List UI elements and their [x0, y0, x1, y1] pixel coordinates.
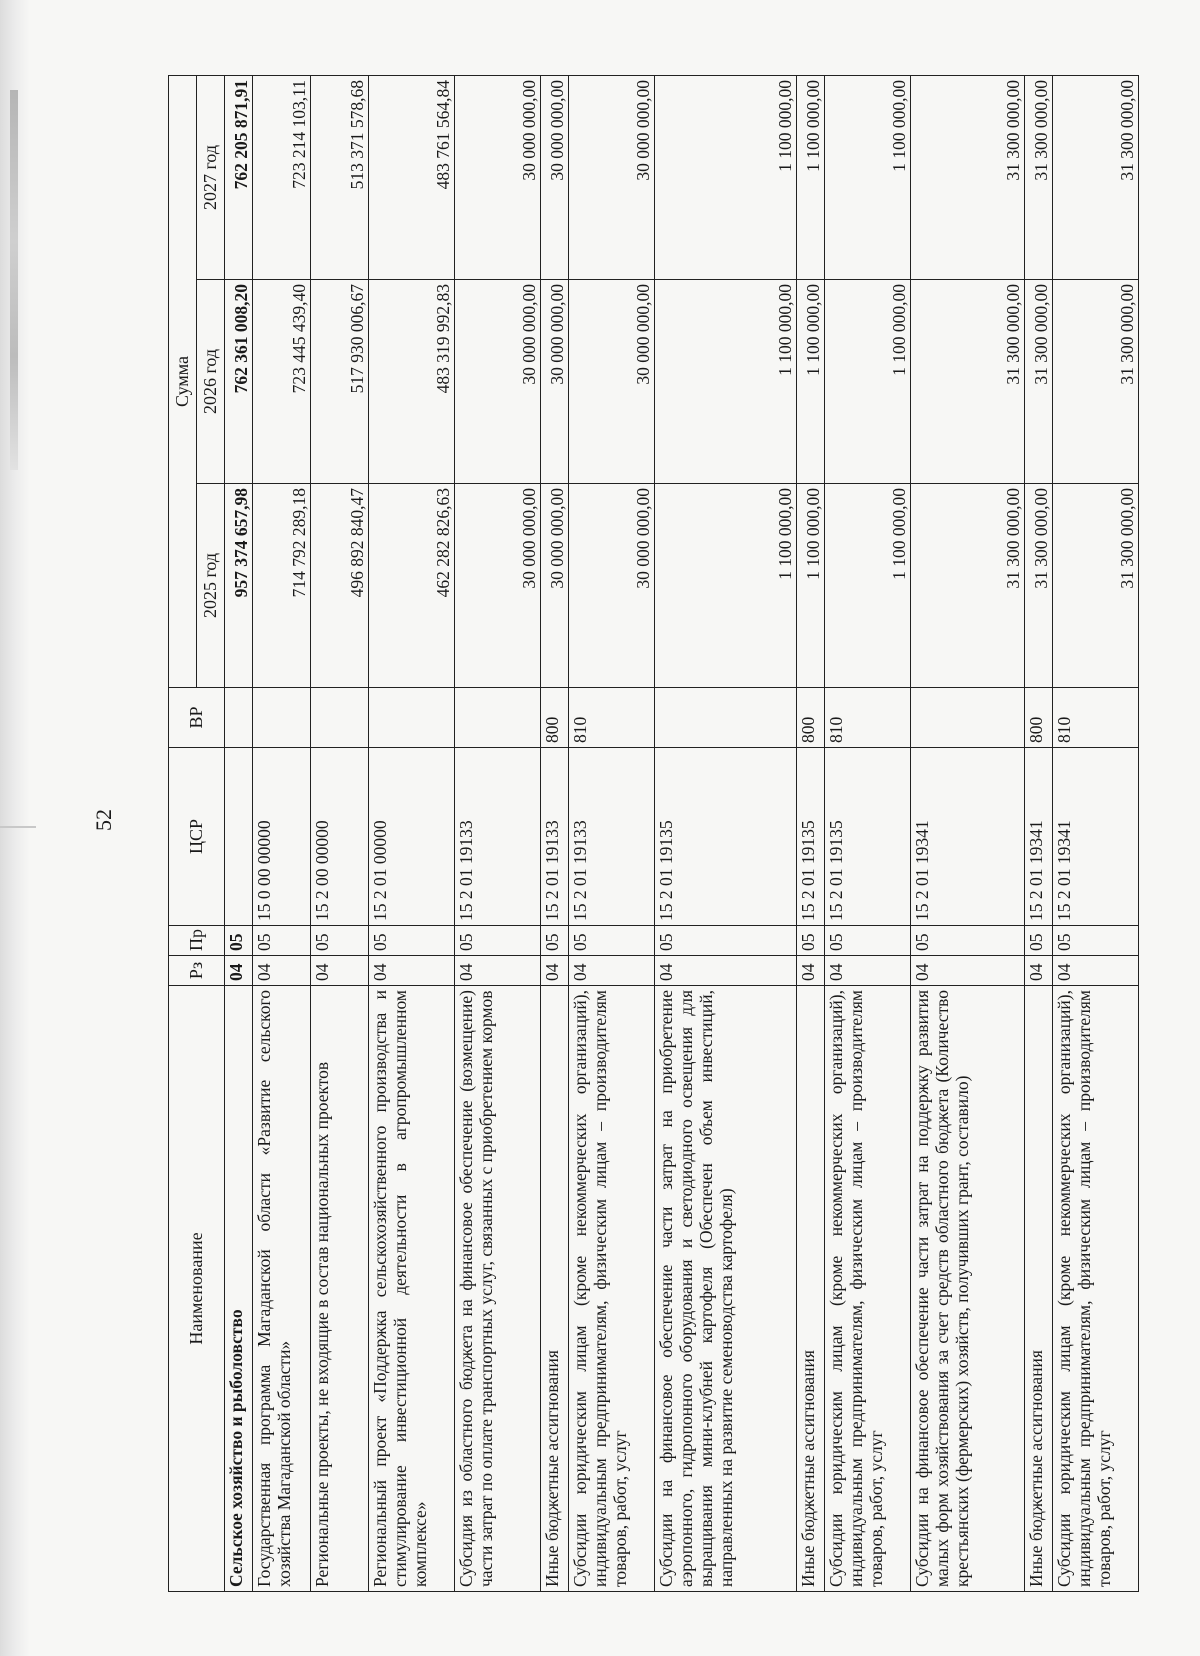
table-row [569, 75, 655, 1591]
row-vr-cell [911, 688, 1025, 748]
row-value-2027: 1 100 000,00 [825, 75, 911, 279]
header-year-2026: 2026 год [197, 280, 225, 484]
row-value-2027: 513 371 578,68 [311, 75, 369, 279]
row-vr-cell [225, 688, 253, 748]
row-csr-cell: 15 2 01 19133 [455, 748, 541, 926]
table-row [1025, 75, 1053, 1591]
row-value-2026: 517 930 006,67 [311, 280, 369, 484]
row-value-2025: 957 374 657,98 [225, 484, 253, 688]
row-csr-cell: 15 2 01 19133 [541, 748, 569, 926]
header-sum: Сумма [169, 75, 197, 687]
row-value-2026: 31 300 000,00 [1053, 280, 1139, 484]
row-value-2026: 31 300 000,00 [911, 280, 1025, 484]
row-value-2026: 30 000 000,00 [569, 280, 655, 484]
row-value-2027: 31 300 000,00 [911, 75, 1025, 279]
row-vr-cell [455, 688, 541, 748]
row-name-cell: Субсидии юридическим лицам (кроме некоммерческих организаций), индивидуальным предпринимателям, физическим лицам – производителям товаров, работ, услуг [569, 986, 655, 1592]
row-value-2026: 762 361 008,20 [225, 280, 253, 484]
row-csr-cell: 15 2 00 00000 [311, 748, 369, 926]
row-value-2025: 31 300 000,00 [911, 484, 1025, 688]
row-name-cell: Иные бюджетные ассигнования [541, 986, 569, 1592]
row-csr-cell: 15 2 01 19341 [911, 748, 1025, 926]
row-csr-cell: 15 2 01 19135 [825, 748, 911, 926]
table-row [797, 75, 825, 1591]
row-name-cell: Государственная программа Магаданской области «Развитие сельского хозяйства Магаданской области» [253, 986, 311, 1592]
row-pr-cell: 05 [825, 926, 911, 956]
row-value-2027: 483 761 564,84 [369, 75, 455, 279]
row-rz-cell: 04 [655, 956, 797, 986]
table-row [1053, 75, 1139, 1591]
row-value-2026: 1 100 000,00 [797, 280, 825, 484]
row-value-2026: 31 300 000,00 [1025, 280, 1053, 484]
table-row [311, 75, 369, 1591]
row-value-2027: 762 205 871,91 [225, 75, 253, 279]
scan-artifact-line [0, 826, 36, 828]
rotated-table-container [168, 76, 1137, 1592]
header-rz: Рз [169, 956, 225, 986]
row-vr-cell: 800 [541, 688, 569, 748]
row-csr-cell [225, 748, 253, 926]
row-pr-cell: 05 [1025, 926, 1053, 956]
scan-artifact [10, 90, 18, 470]
row-name-cell: Сельское хозяйство и рыболовство [225, 986, 253, 1592]
table-row [825, 75, 911, 1591]
row-pr-cell: 05 [911, 926, 1025, 956]
table-row [655, 75, 797, 1591]
row-vr-cell: 800 [797, 688, 825, 748]
table-row [455, 75, 541, 1591]
row-csr-cell: 15 0 00 00000 [253, 748, 311, 926]
row-pr-cell: 05 [797, 926, 825, 956]
row-pr-cell: 05 [253, 926, 311, 956]
table-row [253, 75, 311, 1591]
row-rz-cell: 04 [541, 956, 569, 986]
row-csr-cell: 15 2 01 19133 [569, 748, 655, 926]
row-rz-cell: 04 [311, 956, 369, 986]
row-name-cell: Иные бюджетные ассигнования [1025, 986, 1053, 1592]
row-vr-cell: 810 [569, 688, 655, 748]
row-value-2025: 714 792 289,18 [253, 484, 311, 688]
row-vr-cell: 800 [1025, 688, 1053, 748]
row-pr-cell: 05 [225, 926, 253, 956]
row-value-2027: 30 000 000,00 [541, 75, 569, 279]
row-value-2025: 30 000 000,00 [541, 484, 569, 688]
row-csr-cell: 15 2 01 00000 [369, 748, 455, 926]
row-value-2027: 31 300 000,00 [1053, 75, 1139, 279]
row-name-cell: Региональный проект «Поддержка сельскохозяйственного производства и стимулирование инвестиционной деятельности в агропромышленном комплексе» [369, 986, 455, 1592]
row-csr-cell: 15 2 01 19135 [797, 748, 825, 926]
row-pr-cell: 05 [311, 926, 369, 956]
row-name-cell: Субсидии юридическим лицам (кроме некоммерческих организаций), индивидуальным предпринимателям, физическим лицам – производителям товаров, работ, услуг [825, 986, 911, 1592]
row-value-2025: 1 100 000,00 [655, 484, 797, 688]
table-row [541, 75, 569, 1591]
row-rz-cell: 04 [225, 956, 253, 986]
row-rz-cell: 04 [569, 956, 655, 986]
header-pr: Пр [169, 926, 225, 956]
row-value-2026: 1 100 000,00 [655, 280, 797, 484]
row-value-2026: 30 000 000,00 [455, 280, 541, 484]
header-vr: ВР [169, 688, 225, 748]
header-year-2027: 2027 год [197, 75, 225, 279]
row-pr-cell: 05 [1053, 926, 1139, 956]
row-csr-cell: 15 2 01 19341 [1025, 748, 1053, 926]
row-vr-cell [655, 688, 797, 748]
row-vr-cell [253, 688, 311, 748]
row-value-2027: 31 300 000,00 [1025, 75, 1053, 279]
row-value-2026: 723 445 439,40 [253, 280, 311, 484]
row-rz-cell: 04 [825, 956, 911, 986]
row-value-2027: 1 100 000,00 [655, 75, 797, 279]
table-row [911, 75, 1025, 1591]
row-name-cell: Региональные проекты, не входящие в состав национальных проектов [311, 986, 369, 1592]
header-year-2025: 2025 год [197, 484, 225, 688]
row-value-2025: 30 000 000,00 [455, 484, 541, 688]
row-value-2026: 1 100 000,00 [825, 280, 911, 484]
row-value-2027: 723 214 103,11 [253, 75, 311, 279]
row-pr-cell: 05 [569, 926, 655, 956]
row-value-2026: 30 000 000,00 [541, 280, 569, 484]
row-value-2027: 30 000 000,00 [569, 75, 655, 279]
row-rz-cell: 04 [369, 956, 455, 986]
row-rz-cell: 04 [911, 956, 1025, 986]
row-pr-cell: 05 [655, 926, 797, 956]
page-number: 52 [91, 809, 116, 831]
header-csr: ЦСР [169, 748, 225, 926]
row-value-2025: 462 282 826,63 [369, 484, 455, 688]
table-row [369, 75, 455, 1591]
row-value-2025: 496 892 840,47 [311, 484, 369, 688]
row-vr-cell [369, 688, 455, 748]
table-body [225, 75, 1139, 1591]
table-row [225, 75, 253, 1591]
row-pr-cell: 05 [541, 926, 569, 956]
row-value-2027: 1 100 000,00 [797, 75, 825, 279]
row-csr-cell: 15 2 01 19341 [1053, 748, 1139, 926]
row-value-2025: 31 300 000,00 [1025, 484, 1053, 688]
row-name-cell: Субсидии на финансовое обеспечение части затрат на приобретение аэропонного, гидропонного оборудования и светодиодного освещения для выращивания мини-клубней картофеля (Обеспечен объем инвестиций, направленных на развитие семеноводства картофеля) [655, 986, 797, 1592]
row-pr-cell: 05 [455, 926, 541, 956]
row-value-2025: 1 100 000,00 [825, 484, 911, 688]
row-vr-cell: 810 [825, 688, 911, 748]
row-name-cell: Субсидии юридическим лицам (кроме некоммерческих организаций), индивидуальным предпринимателям, физическим лицам – производителям товаров, работ, услуг [1053, 986, 1139, 1592]
row-rz-cell: 04 [455, 956, 541, 986]
row-value-2025: 1 100 000,00 [797, 484, 825, 688]
row-value-2027: 30 000 000,00 [455, 75, 541, 279]
row-name-cell: Иные бюджетные ассигнования [797, 986, 825, 1592]
row-pr-cell: 05 [369, 926, 455, 956]
header-name: Наименование [169, 986, 225, 1592]
row-rz-cell: 04 [1025, 956, 1053, 986]
row-rz-cell: 04 [797, 956, 825, 986]
row-value-2025: 30 000 000,00 [569, 484, 655, 688]
row-csr-cell: 15 2 01 19135 [655, 748, 797, 926]
row-rz-cell: 04 [1053, 956, 1139, 986]
row-name-cell: Субсидия из областного бюджета на финансовое обеспечение (возмещение) части затрат по оплате транспортных услуг, связанных с приобретением кормов [455, 986, 541, 1592]
row-value-2025: 31 300 000,00 [1053, 484, 1139, 688]
row-name-cell: Субсидии на финансовое обеспечение части затрат на поддержку развития малых форм хозяйствования за счет средств областного бюджета (Количество крестьянских (фермерских) хозяйств, получивших грант, составило) [911, 986, 1025, 1592]
row-rz-cell: 04 [253, 956, 311, 986]
budget-table [168, 75, 1139, 1592]
row-vr-cell: 810 [1053, 688, 1139, 748]
row-value-2026: 483 319 992,83 [369, 280, 455, 484]
row-vr-cell [311, 688, 369, 748]
